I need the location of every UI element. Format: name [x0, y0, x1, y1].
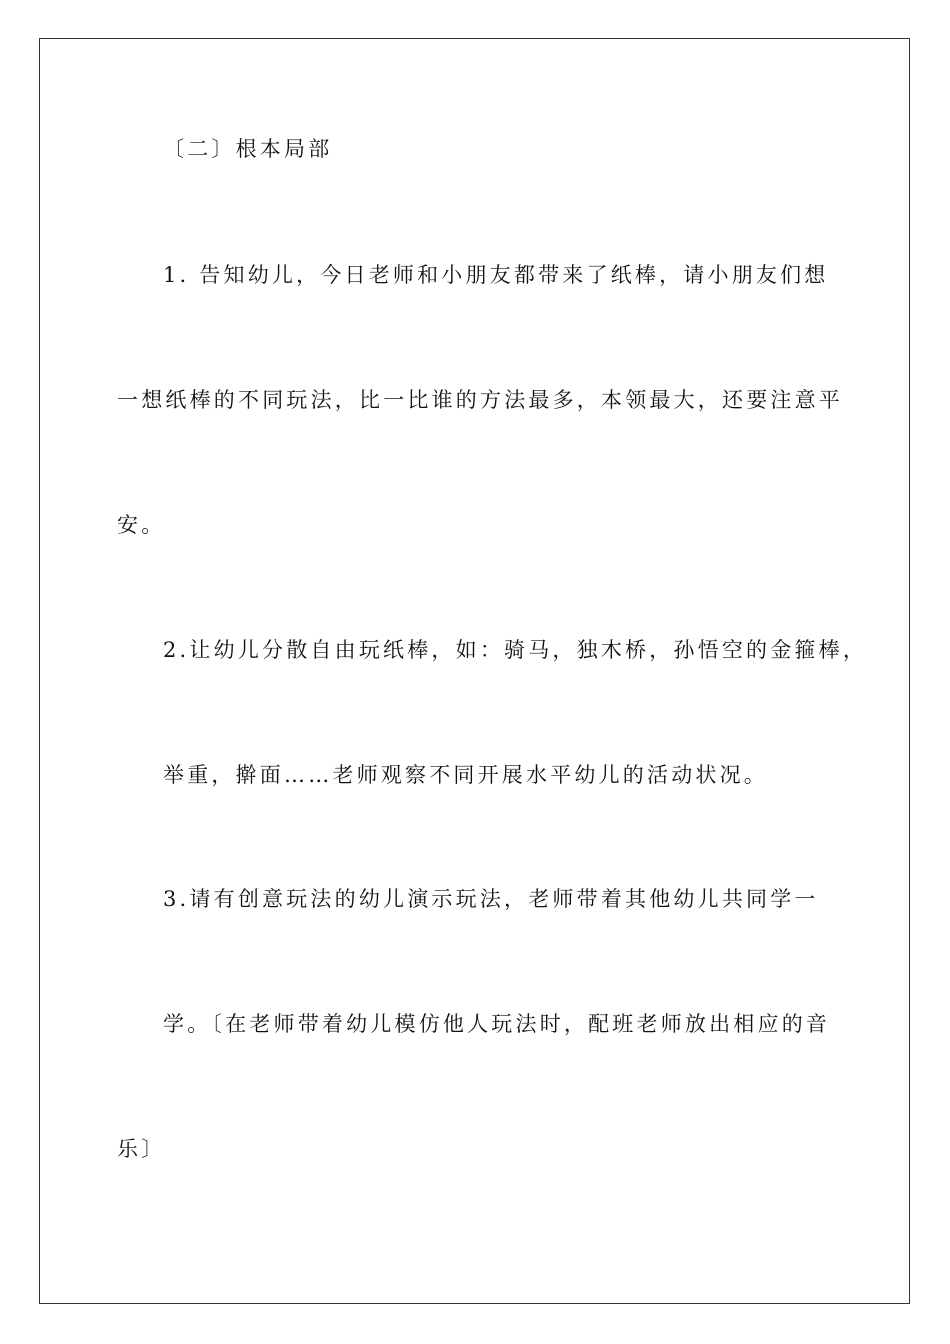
page-border — [39, 38, 910, 1304]
paragraph-line: 乐〕 — [117, 1137, 166, 1161]
paragraph-line: 举重，擀面……老师观察不同开展水平幼儿的活动状况。 — [163, 763, 768, 787]
paragraph-line: 1. 告知幼儿，今日老师和小朋友都带来了纸棒，请小朋友们想 — [163, 263, 829, 287]
section-heading: 〔二〕根本局部 — [163, 137, 333, 161]
paragraph-line: 3.请有创意玩法的幼儿演示玩法，老师带着其他幼儿共同学一 — [163, 887, 819, 911]
paragraph-line: 学。〔在老师带着幼儿模仿他人玩法时，配班老师放出相应的音 — [163, 1012, 831, 1036]
paragraph-line: 安。 — [117, 513, 166, 537]
paragraph-line: 一想纸棒的不同玩法，比一比谁的方法最多，本领最大，还要注意平 — [117, 388, 843, 412]
paragraph-line: 2.让幼儿分散自由玩纸棒，如：骑马，独木桥，孙悟空的金箍棒， — [163, 638, 868, 662]
